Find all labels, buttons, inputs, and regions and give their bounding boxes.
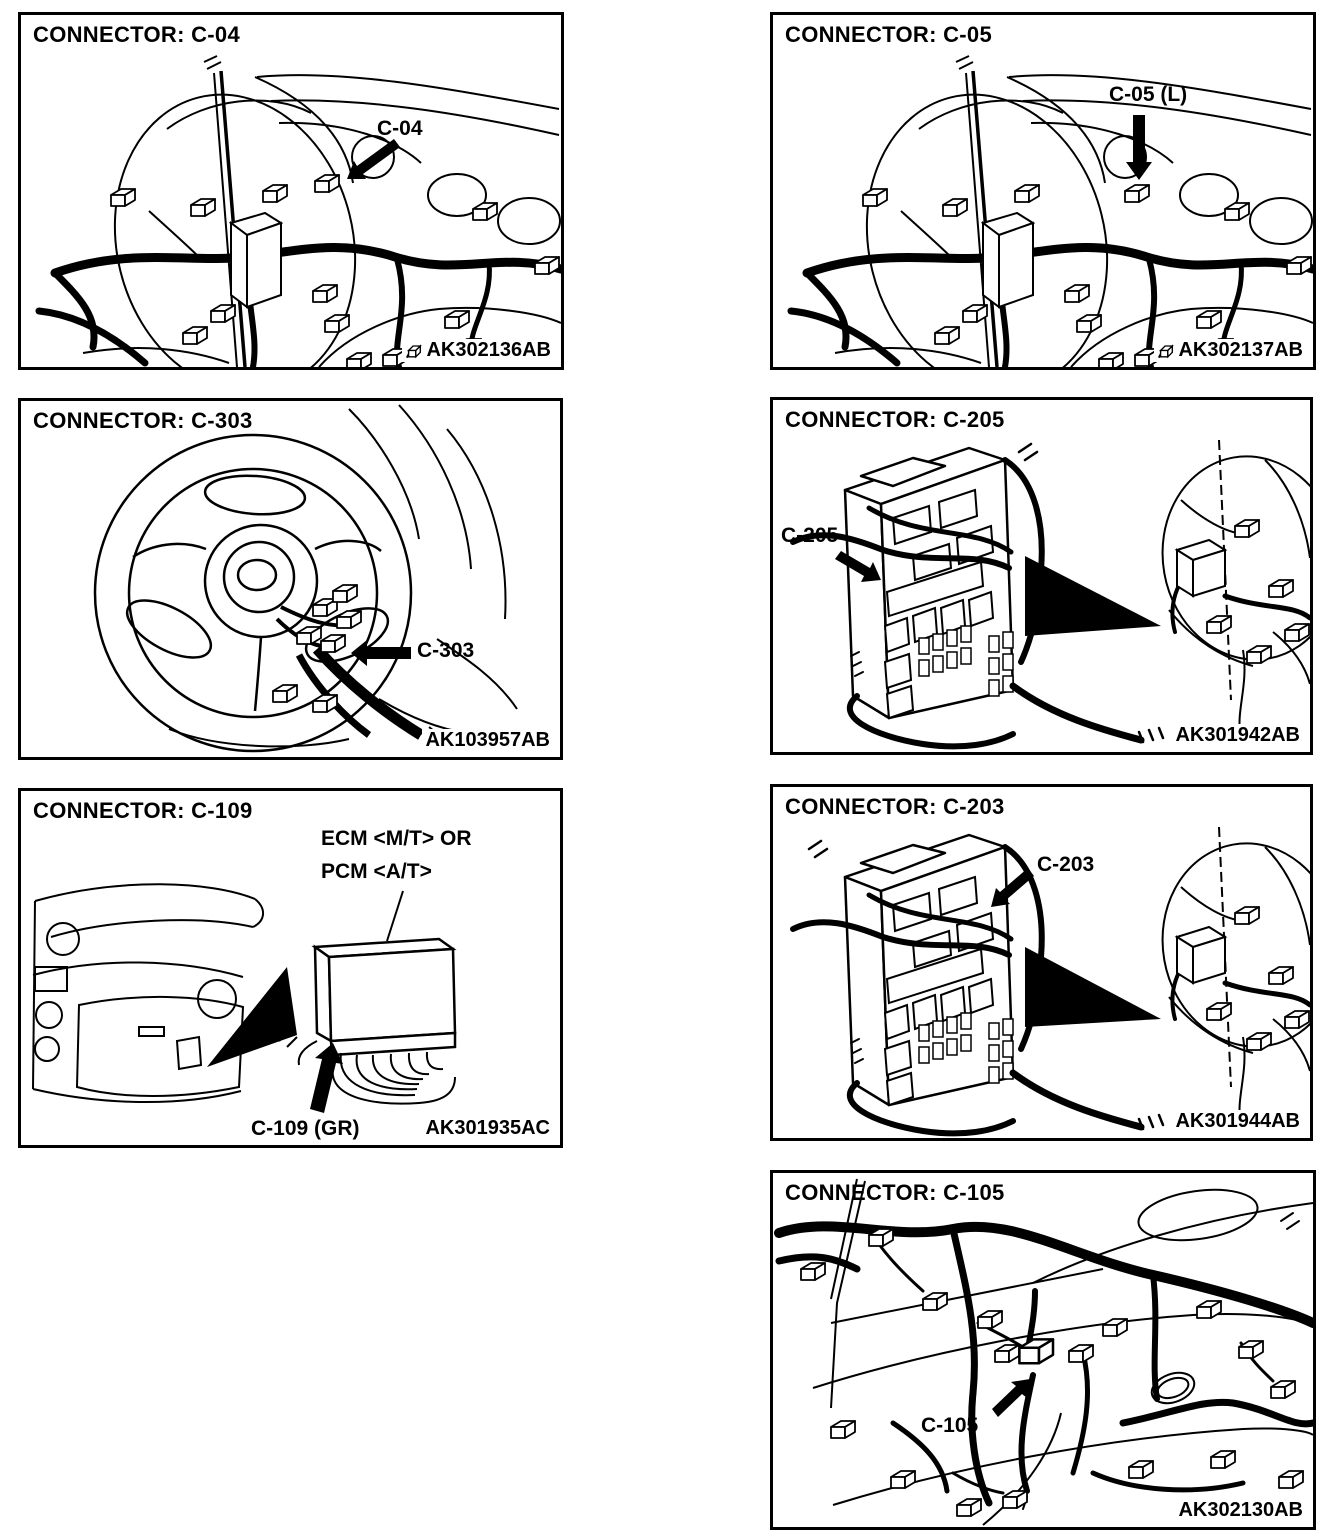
panel-title: CONNECTOR: C-303 (33, 408, 253, 433)
target-relay-box (1177, 927, 1225, 983)
callout-leader-line (387, 891, 403, 941)
callout-label: C-303 (417, 639, 475, 662)
relay-box (983, 213, 1033, 307)
panel-connector-c04 (18, 12, 564, 370)
figure-code (1172, 1110, 1300, 1133)
callout-label: PCM <A/T> (321, 860, 432, 883)
steering-wheel-line-art (95, 405, 517, 751)
figure-code-text: AK301942AB (1175, 724, 1300, 746)
panel-title: CONNECTOR: C-205 (785, 407, 1005, 432)
relay-box (231, 213, 281, 307)
panel-connector-c303 (18, 398, 563, 760)
connector-icon (1157, 342, 1175, 359)
panel-connector-c109 (18, 788, 563, 1148)
connector-cubes (1207, 907, 1309, 1050)
figure-code (1175, 1499, 1303, 1522)
callout-label: C-205 (781, 524, 839, 547)
magnify-triangle (1025, 556, 1161, 636)
callout-label: ECM <M/T> OR (321, 827, 472, 850)
panel-connector-c203 (770, 784, 1313, 1141)
pointer-arrow-icon (1126, 115, 1152, 180)
panel-title: CONNECTOR: C-105 (785, 1180, 1005, 1205)
figure-code-text: AK302137AB (1178, 339, 1303, 361)
figure-code (1172, 724, 1300, 747)
c04-dashboard-diagram (21, 15, 561, 367)
callout-label: C-04 (377, 117, 423, 140)
figure-code (402, 339, 551, 362)
figure-code (1154, 339, 1303, 362)
figure-code-text: AK103957AB (425, 729, 550, 751)
c203-fusebox-diagram (773, 787, 1310, 1138)
callout-label: C-109 (GR) (251, 1117, 360, 1140)
panel-connector-c105 (770, 1170, 1316, 1530)
connector-cubes (1207, 520, 1309, 663)
connector-cubes (273, 585, 361, 712)
c109-ecm-diagram (21, 791, 560, 1145)
c303-steering-wheel-diagram (21, 401, 560, 757)
c205-fusebox-diagram (773, 400, 1310, 752)
callout-label: C-203 (1037, 853, 1095, 876)
c05-dashboard-diagram (773, 15, 1313, 367)
target-relay-box (1177, 540, 1225, 596)
figure-code-text: AK301935AC (425, 1117, 550, 1139)
callout-label: C-05 (L) (1109, 83, 1188, 106)
connector-icon (405, 342, 423, 359)
panel-title: CONNECTOR: C-05 (785, 22, 993, 47)
figure-code-text: AK302130AB (1178, 1499, 1303, 1521)
magnify-triangle (1025, 947, 1161, 1027)
figure-code (422, 729, 550, 752)
figure-code-text: AK302136AB (426, 339, 551, 361)
figure-code-text: AK301944AB (1175, 1110, 1300, 1132)
panel-title: CONNECTOR: C-04 (33, 22, 241, 47)
dashboard-line-art (33, 884, 263, 1102)
panel-connector-c205 (770, 397, 1313, 755)
clockspring-wiring (277, 607, 439, 739)
figure-code (422, 1117, 550, 1140)
ecm-box (315, 939, 455, 1055)
connector-cubes (801, 1229, 1303, 1516)
callout-label: C-105 (921, 1414, 979, 1437)
c105-harness-diagram (773, 1173, 1313, 1527)
panel-title: CONNECTOR: C-203 (785, 794, 1005, 819)
wiring-harness (779, 1213, 1313, 1509)
panel-connector-c05 (770, 12, 1316, 370)
panel-title: CONNECTOR: C-109 (33, 798, 253, 823)
